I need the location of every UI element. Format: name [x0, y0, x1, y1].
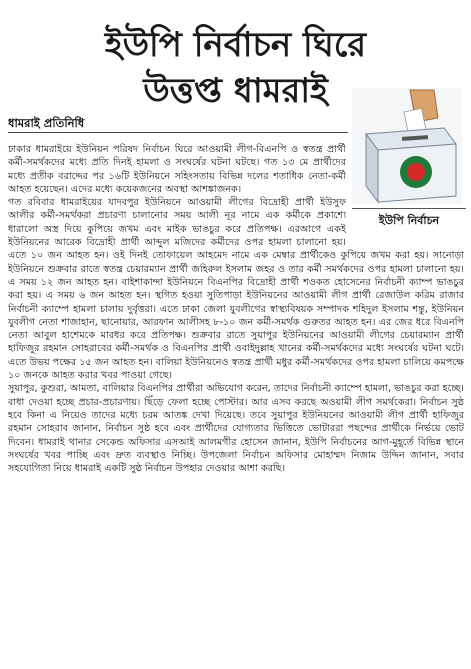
headline-line-1: ইউপি নির্বাচন ঘিরে [104, 25, 367, 65]
paragraph-2: গত রবিবার ধামরাইয়ের যাদবপুর ইউনিয়নে আওয়ামী লীগের বিদ্রোহী প্রার্থী ইউসুফ আলীর কর্মী-সমর্থকরা প্রচারণা চালানোর সময় আলী নূর নামে এক কর্মীকে প্রকাশ্যে ধারালো অস্ত্র দিয়ে কুপিয়ে জখম এবং মাইক ভাঙচুর করে প্রতিপক্ষ। এরআগে একই ইউনিয়নের আরেক বিদ্রোহী প্রার্থী আব্দুল মজিদের কর্মীদের ওপর হামলা চালানো হয়। এতে ১০ জন আহত হন। ওই দিনই তোফায়েল আহমেদ নামে এক মেম্বার প্রার্থীকেও কুপিয়ে জখম করা হয়। সানোড়া ইউনিয়নে শুক্রবার রাতে স্বতন্ত্র চেয়ারম্যান প্রার্থী জহিরুল ইসলাম জহর ও তার কর্মী সমর্থকদের ওপর হামলা চালানো হয়। এ সময় ১২ জন আহত হন। বাইশাকান্দা ইউনিয়নে বিএনপির বিদ্রোহী প্রার্থী শওকত হোসেনের নির্বাচনী ক্যাম্প ভাঙচুর করা হয়। এ সময় ৬ জন আহত হন। স্থগিত হওয়া সুতিপাড়া ইউনিয়নের আওয়ামী লীগ প্রার্থী রেজাউল করিম রাজার নির্বাচনী ক্যাম্পে হামলা চালায় দুর্বৃত্তরা। এতে ঢাকা জেলা যুবলীগের স্বাস্থ্যবিষয়ক সম্পাদক শহিদুল ইসলাম শন্তু, ইউনিয়ন যুবলীগ নেতা শাজাহান, ছানোয়ার, আরফান আলীসহ ৮-১০ জন কর্মী-সমর্থক গুরুতর আহত হন। এর জের ধরে বিএনপি নেতা আবুল হাশেমকে মারধর করে প্রতিপক্ষ। শুক্রবার রাতে সুয়াপুর ইউনিয়নের আওয়ামী লীগের চেয়ারম্যান প্রার্থী হাফিজুর রহমান সোহরাবের কর্মী-সমর্থক ও বিএনপির প্রার্থী ওবাইদুল্লাহ খানের কর্মী-সমর্থকদের মধ্যে সংঘর্ষের ঘটনা ঘটে। এতে উভয় পক্ষের ১৫ জন আহত হন। বালিয়া ইউনিয়নেও স্বতন্ত্র প্রার্থী মধুর কর্মী-সমর্থকদের ওপর হামলা চালিয়ে কমপক্ষে ১০ জনকে আহত করার খবর পাওয়া গেছে। [8, 197, 464, 382]
paragraph-1: ঢাকার ধামরাইয়ে ইউনিয়ন পরিষদ নির্বাচন ঘিরে আওয়ামী লীগ-বিএনপি ও স্বতন্ত্র প্রার্থী কর্মী-সমর্থকদের মধ্যে প্রতি দিনই হামলা ও সংঘর্ষের ঘটনা ঘটছে। গত ১৩ মে প্রার্থীদের মধ্যে প্রতীক বরাদ্দের পর ১৬টি ইউনিয়নে সহিংসতায় বিভিন্ন দলের শতাধিক নেতা-কর্মী আহত হয়েছেন। এদের মধ্যে কয়েকজনের অবস্থা আশঙ্কাজনক। [8, 144, 346, 195]
photo-spacer [346, 143, 464, 241]
paragraph-3: সুয়াপুর, কুশুরা, আমতা, বালিয়ার বিএনপির প্রার্থীরা অভিযোগ করেন, তাদের নির্বাচনী ক্যাম্পে হামলা, ভাঙচুর করা হচ্ছে। বাধা দেওয়া হচ্ছে প্রচার-প্রচারণায়। ছিঁড়ে ফেলা হচ্ছে পোস্টার। আর এসব করছে অওয়ামী লীগ সমর্থকেরা। নির্বাচন সুষ্ঠ হবে কিনা এ নিয়েও তাদের মধ্যে চরম আতঙ্ক দেখা দিয়েছে। তবে সুয়াপুর ইউনিয়নের আওয়ামী লীগ প্রার্থী হাফিজুর রহমান সোহরাব জানান, নির্বাচন সুষ্ঠ হবে এবং প্রার্থীদের যোগ্যতার ভিত্তিতে ভোটাররা পছন্দের প্রার্থীকে নির্ভয়ে ভোট দিবেন। ধামরাই থানার সেকেন্ড অফিসার এসআই আলমগীর হোসেন জানান, ইউপি নির্বাচনের আগ-মুহূর্তে বিভিন্ন স্থানে সংঘর্ষের খবর পাচ্ছি এবং দ্রুত ব্যবস্থাও নিচ্ছি। উপজেলা নির্বাচন অফিসার মোহাম্মদ নিজাম উদ্দিন জানান, সবার সহযোগিতা নিয়ে ধামরাই একটি সুষ্ঠ নির্বাচন উপহার দেওয়ার আশা করছি। [8, 383, 464, 475]
headline-line-2: উত্তপ্ত ধামরাই [143, 71, 328, 111]
divider [8, 132, 348, 133]
article-body [8, 143, 464, 475]
photo-caption: ইউপি নির্বাচন [352, 208, 466, 231]
byline: ধামরাই প্রতিনিধি [8, 116, 85, 130]
